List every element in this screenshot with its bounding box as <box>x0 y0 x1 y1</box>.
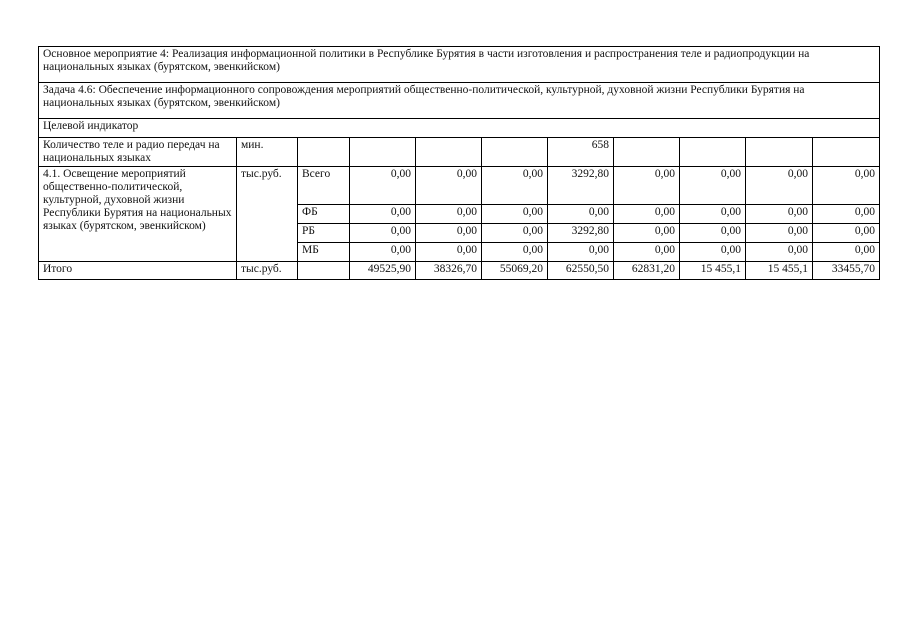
budget-table <box>38 46 880 280</box>
table-cell: 0,00 <box>614 243 680 262</box>
table-cell: 0,00 <box>680 224 746 243</box>
table-cell: 0,00 <box>746 205 813 224</box>
count-name: Количество теле и радио передач на национальных языках <box>39 138 237 167</box>
total-source <box>298 262 350 280</box>
table-cell: 0,00 <box>813 224 880 243</box>
table-cell: 0,00 <box>350 167 416 205</box>
source-label: Всего <box>298 167 350 205</box>
total-cell: 38326,70 <box>416 262 482 280</box>
main-event-row <box>39 47 880 83</box>
count-value <box>746 138 813 167</box>
count-value <box>350 138 416 167</box>
task-text: Задача 4.6: Обеспечение информационного сопровождения мероприятий общественно-политической, культурной, духовной жизни Республики Бурятия на национальных языках (бурятском, эвенкийском) <box>39 83 880 119</box>
table-cell: 3292,80 <box>548 224 614 243</box>
table-cell: 0,00 <box>350 243 416 262</box>
table-cell: 0,00 <box>416 243 482 262</box>
table-cell: 0,00 <box>350 224 416 243</box>
total-cell: 49525,90 <box>350 262 416 280</box>
table-cell: 0,00 <box>482 224 548 243</box>
source-label: РБ <box>298 224 350 243</box>
table-cell: 0,00 <box>680 167 746 205</box>
count-value: 658 <box>548 138 614 167</box>
table-cell: 0,00 <box>813 167 880 205</box>
table-cell: 0,00 <box>482 243 548 262</box>
count-value <box>482 138 548 167</box>
count-value <box>614 138 680 167</box>
table-cell: 0,00 <box>416 224 482 243</box>
total-cell: 55069,20 <box>482 262 548 280</box>
target-indicator-text: Целевой индикатор <box>39 119 880 138</box>
table-cell: 0,00 <box>746 167 813 205</box>
table-cell: 3292,80 <box>548 167 614 205</box>
table-cell: 0,00 <box>482 205 548 224</box>
table-cell: 0,00 <box>548 205 614 224</box>
table-cell: 0,00 <box>813 243 880 262</box>
table-cell: 0,00 <box>548 243 614 262</box>
event-unit: тыс.руб. <box>237 167 298 262</box>
source-row-total <box>39 167 880 205</box>
table-cell: 0,00 <box>416 167 482 205</box>
table-cell: 0,00 <box>680 205 746 224</box>
total-name: Итого <box>39 262 237 280</box>
target-indicator-row <box>39 119 880 138</box>
table-cell: 0,00 <box>680 243 746 262</box>
count-unit: мин. <box>237 138 298 167</box>
count-value <box>813 138 880 167</box>
table-cell: 0,00 <box>614 205 680 224</box>
table-cell: 0,00 <box>746 243 813 262</box>
table-cell: 0,00 <box>482 167 548 205</box>
source-label: МБ <box>298 243 350 262</box>
source-label: ФБ <box>298 205 350 224</box>
count-value <box>298 138 350 167</box>
table-cell: 0,00 <box>416 205 482 224</box>
table-cell: 0,00 <box>746 224 813 243</box>
task-row <box>39 83 880 119</box>
count-row <box>39 138 880 167</box>
total-cell: 15 455,1 <box>680 262 746 280</box>
total-unit: тыс.руб. <box>237 262 298 280</box>
table-cell: 0,00 <box>813 205 880 224</box>
total-cell: 62831,20 <box>614 262 680 280</box>
total-row <box>39 262 880 280</box>
total-cell: 62550,50 <box>548 262 614 280</box>
count-value <box>680 138 746 167</box>
table-cell: 0,00 <box>614 167 680 205</box>
table-cell: 0,00 <box>614 224 680 243</box>
total-cell: 33455,70 <box>813 262 880 280</box>
total-cell: 15 455,1 <box>746 262 813 280</box>
table-cell: 0,00 <box>350 205 416 224</box>
event-name: 4.1. Освещение мероприятий общественно-политической, культурной, духовной жизни Республики Бурятия на национальных языках (бурятском, эвенкийском) <box>39 167 237 262</box>
count-value <box>416 138 482 167</box>
main-event-text: Основное мероприятие 4: Реализация информационной политики в Республике Бурятия в части изготовления и распространения теле и радиопродукции на национальных языках (бурятском, эвенкийском) <box>39 47 880 83</box>
